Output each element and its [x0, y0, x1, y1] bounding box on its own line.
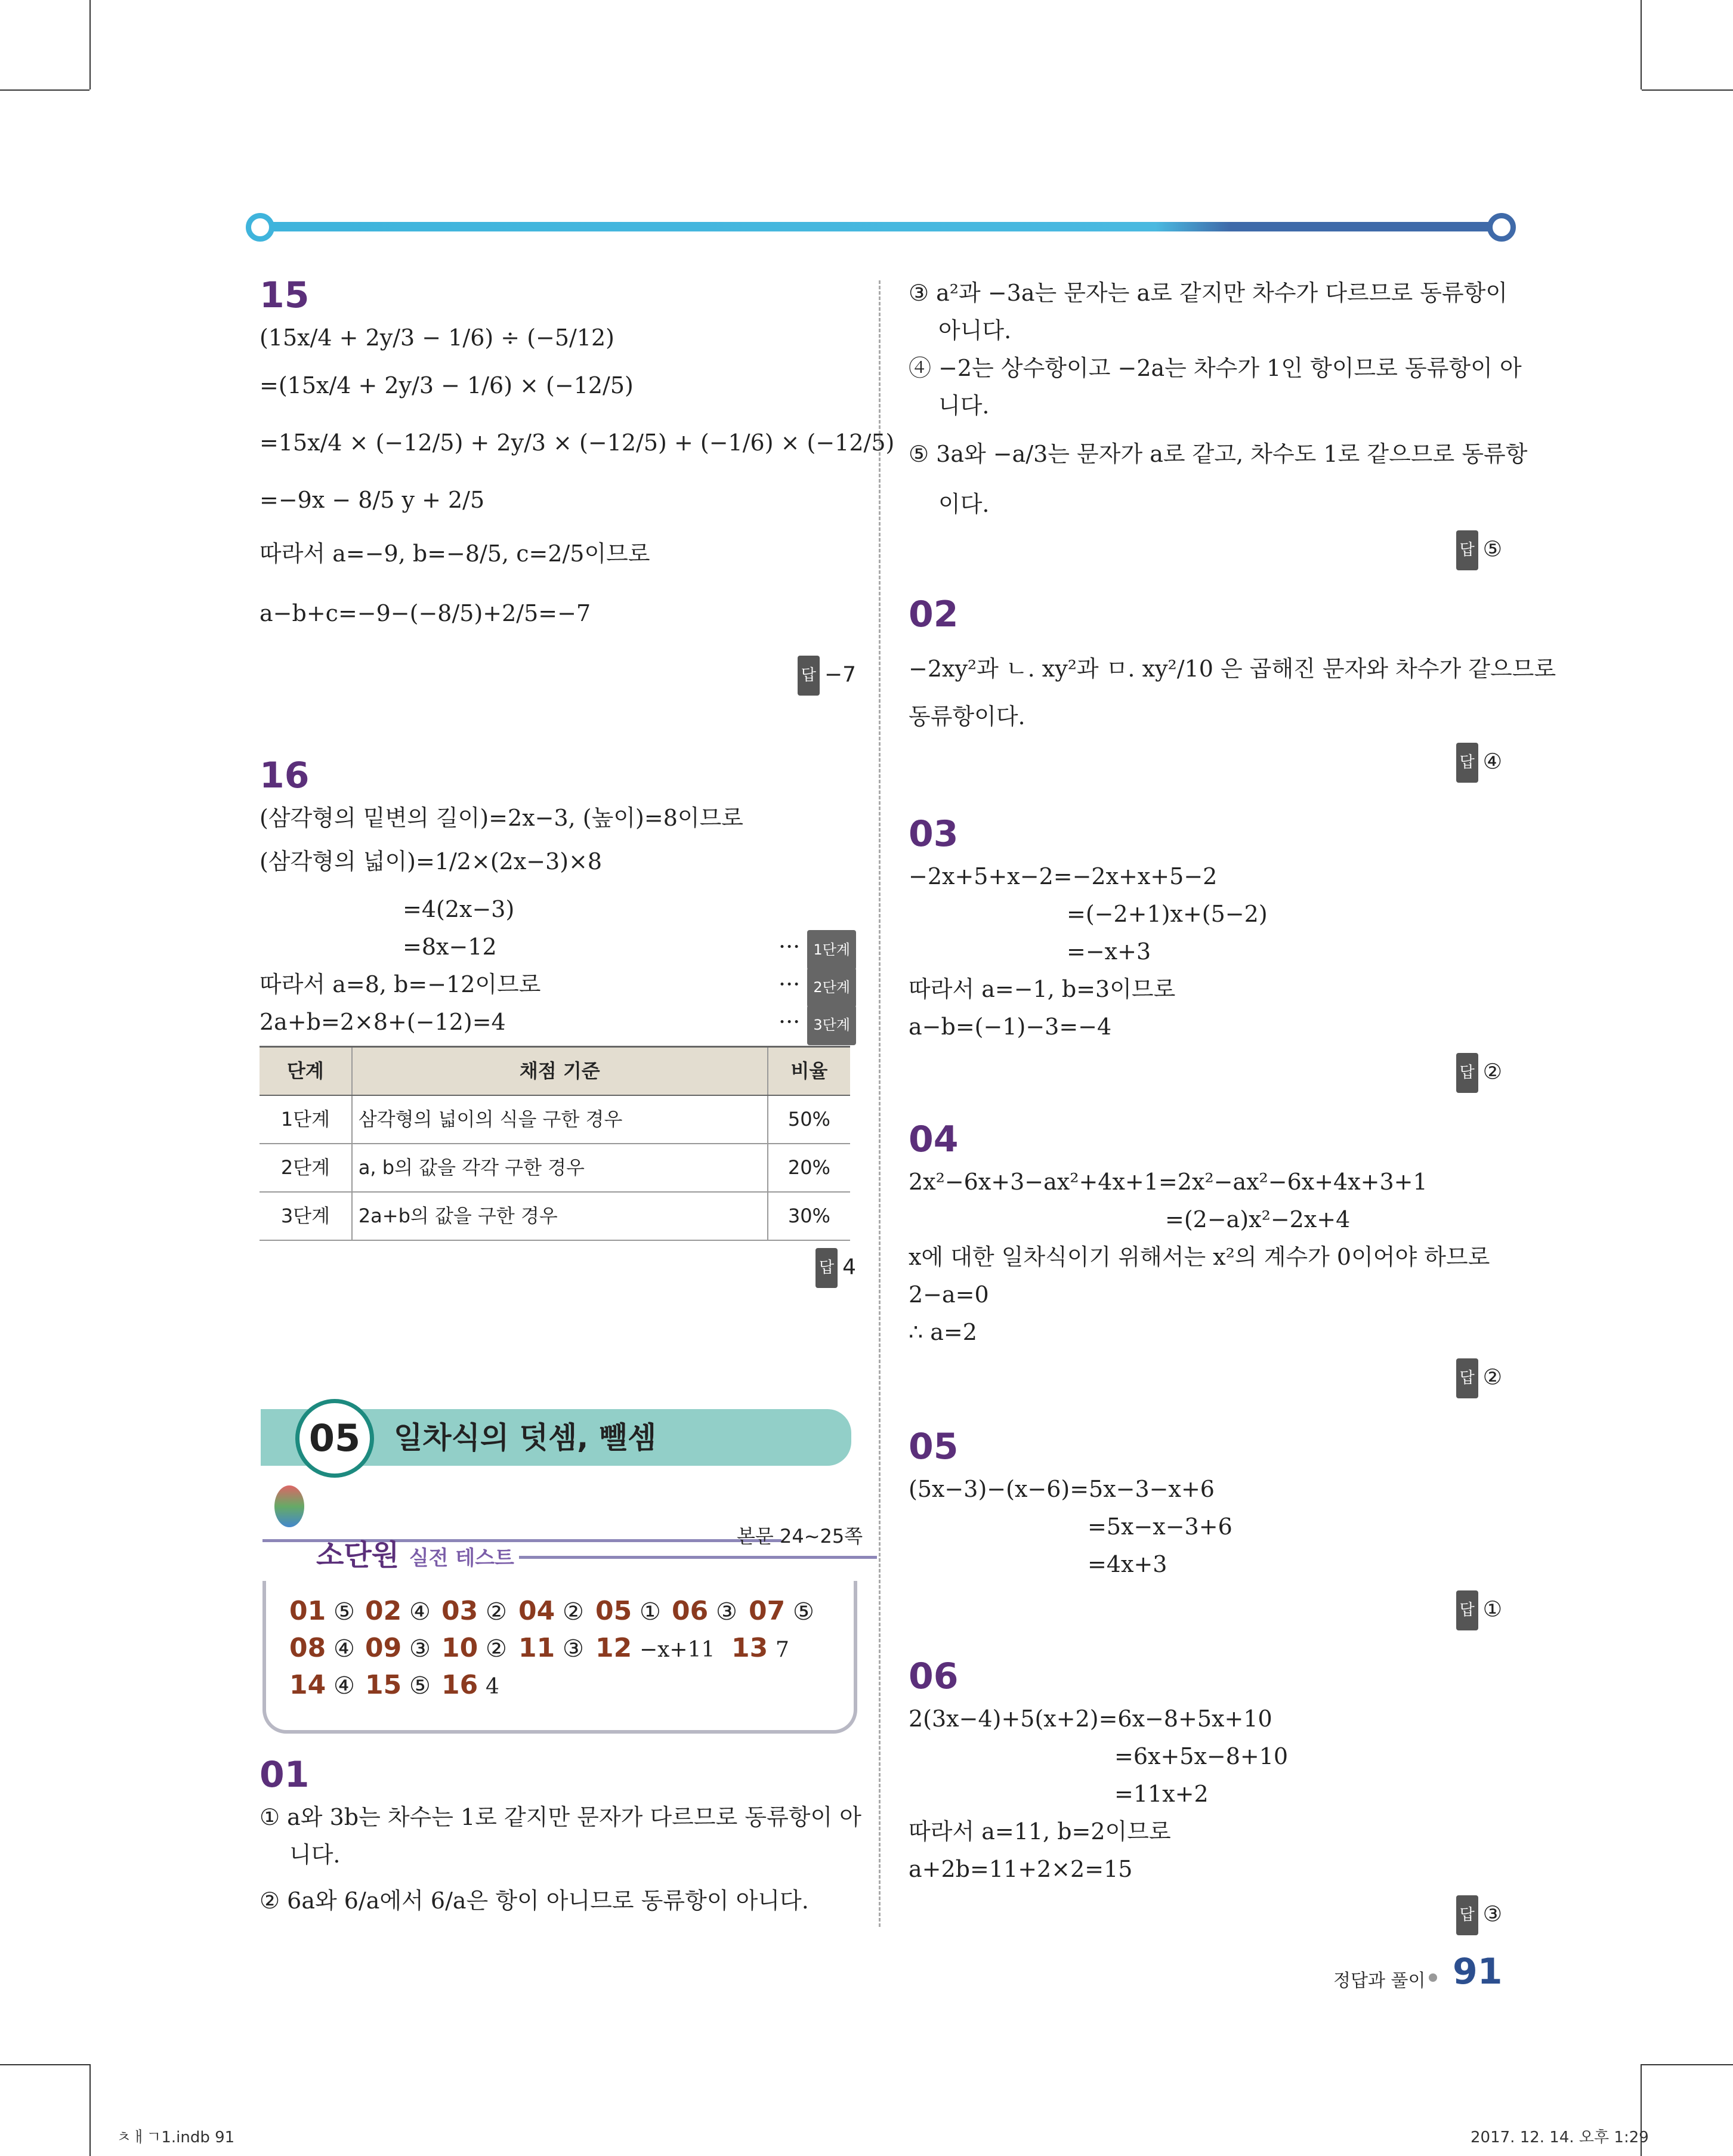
- q-num: 05: [595, 1596, 632, 1626]
- problem-number: 16: [260, 755, 310, 796]
- quick-answer: [441, 1633, 507, 1663]
- solution-line: ④ −2는 상수항이고 −2a는 차수가 1인 항이므로 동류항이 아: [909, 355, 1522, 381]
- table-header: 비율: [768, 1047, 850, 1096]
- table-cell: 3단계: [260, 1192, 352, 1240]
- solution-line: 아니다.: [938, 317, 1012, 344]
- quick-answer: [289, 1670, 355, 1700]
- crop-mark: [0, 2064, 89, 2065]
- q-ans: ⑤: [792, 1598, 814, 1626]
- answer-label: 답: [798, 656, 820, 696]
- quick-answer: [441, 1670, 499, 1700]
- problem-number: 06: [909, 1655, 959, 1697]
- solution-line: ③ a²과 −3a는 문자는 a로 같지만 차수가 다르므로 동류항이: [909, 280, 1508, 306]
- solution-line: 동류항이다.: [909, 703, 1025, 730]
- quick-answer: [518, 1596, 584, 1626]
- solution-line: =4x+3: [1088, 1551, 1167, 1577]
- answer: [260, 1248, 856, 1288]
- solution-line: a−b=(−1)−3=−4: [909, 1014, 1112, 1040]
- crop-mark: [0, 89, 89, 91]
- subheader-title-main: 소단원: [316, 1539, 400, 1572]
- quick-answer: [749, 1596, 814, 1626]
- solution-line: ⑤ 3a와 −a/3는 문자가 a로 같고, 차수도 1로 같으므로 동류항: [909, 441, 1528, 467]
- answer-label: 답: [1456, 743, 1478, 783]
- answer: [260, 656, 856, 696]
- header-bar-left-dot: [246, 213, 274, 242]
- solution-line: 니다.: [289, 1842, 341, 1868]
- solution-line: ② 6a와 6/a에서 6/a은 항이 아니므로 동류항이 아니다.: [260, 1888, 809, 1914]
- q-ans: −x+11: [639, 1638, 715, 1662]
- solution-line: a−b+c=−9−(−8/5)+2/5=−7: [260, 600, 591, 626]
- quick-answer: [595, 1596, 661, 1626]
- right-column-03: [909, 810, 1502, 1093]
- quick-answer: [365, 1596, 431, 1626]
- right-column: [909, 274, 1528, 570]
- solution-line: ① a와 3b는 차수는 1로 같지만 문자가 다르므로 동류항이 아: [260, 1804, 861, 1830]
- problem-number: 05: [909, 1426, 959, 1468]
- quick-answer: [672, 1596, 737, 1626]
- problem-number: 02: [909, 594, 959, 635]
- table-cell: 30%: [768, 1192, 850, 1240]
- answer-label: 답: [1456, 1895, 1478, 1935]
- answer: [909, 1053, 1502, 1093]
- q-ans: ③: [715, 1598, 737, 1626]
- solution-line: 따라서 a=−1, b=3이므로: [909, 976, 1176, 1002]
- answer-value: ②: [1482, 1060, 1502, 1085]
- quick-answer: [595, 1633, 715, 1663]
- q-num: 03: [441, 1596, 478, 1626]
- solution-text: 따라서 a=8, b=−12이므로: [260, 971, 541, 997]
- right-column-06: [909, 1652, 1502, 1935]
- solution-line: (삼각형의 밑변의 길이)=2x−3, (높이)=8이므로: [260, 805, 744, 831]
- solution-line: 2(3x−4)+5(x+2)=6x−8+5x+10: [909, 1706, 1272, 1732]
- column-divider: [879, 280, 881, 1927]
- answer: [909, 530, 1502, 570]
- table-cell: 20%: [768, 1144, 850, 1192]
- header-bar-right-dot: [1487, 213, 1516, 242]
- q-ans: ③: [409, 1635, 431, 1663]
- answer-label: 답: [1456, 1358, 1478, 1398]
- solution-line: [260, 928, 856, 966]
- q-num: 12: [595, 1633, 632, 1663]
- step-badge: 1단계: [807, 930, 856, 970]
- solution-line: =4(2x−3): [403, 896, 515, 922]
- section-number-badge: 05: [295, 1399, 374, 1478]
- solution-line: (삼각형의 넓이)=1/2×(2x−3)×8: [260, 848, 603, 875]
- table-cell: 50%: [768, 1095, 850, 1144]
- solution-line: 2−a=0: [909, 1281, 989, 1308]
- solution-line: 따라서 a=−9, b=−8/5, c=2/5이므로: [260, 540, 650, 567]
- quick-answer: [441, 1596, 507, 1626]
- table-row: [260, 1144, 850, 1192]
- subheader-title-sub: 실전 테스트: [409, 1546, 514, 1570]
- solution-line: =6x+5x−8+10: [1114, 1743, 1289, 1769]
- table-header: 단계: [260, 1047, 352, 1096]
- grading-table: [260, 1046, 850, 1241]
- solution-line: x에 대한 일차식이기 위해서는 x²의 계수가 0이어야 하므로: [909, 1244, 1490, 1270]
- footer-dot: [1429, 1973, 1437, 1982]
- table-header: 채점 기준: [352, 1047, 768, 1096]
- answer-value: ③: [1482, 1902, 1502, 1927]
- q-num: 06: [672, 1596, 709, 1626]
- solution-line: −2x+5+x−2=−2x+x+5−2: [909, 863, 1218, 889]
- q-num: 16: [441, 1670, 478, 1700]
- solution-line: [260, 1003, 856, 1041]
- answer-label: 답: [815, 1248, 838, 1288]
- quick-answer: [518, 1633, 584, 1663]
- step-badge: 2단계: [807, 968, 856, 1008]
- answer: [909, 1358, 1502, 1398]
- q-num: 15: [365, 1670, 402, 1700]
- answer: [909, 743, 1502, 783]
- solution-line: a+2b=11+2×2=15: [909, 1856, 1133, 1882]
- answer-value: −7: [824, 662, 856, 687]
- quick-answer: [289, 1633, 355, 1663]
- table-cell: 1단계: [260, 1095, 352, 1144]
- solution-line: −2xy²과 ㄴ. xy²과 ㅁ. xy²/10 은 곱해진 문자와 차수가 같으므로: [909, 656, 1556, 682]
- balloon-icon: [274, 1485, 304, 1527]
- file-name: ㅊㅐㄱ1.indb 91: [116, 2129, 235, 2146]
- dots: ···: [779, 1009, 801, 1035]
- print-timestamp: 2017. 12. 14. 오후 1:29: [1471, 2129, 1649, 2146]
- quick-answer: [365, 1633, 431, 1663]
- solution-line: ∴ a=2: [909, 1319, 977, 1345]
- table-cell: 2a+b의 값을 구한 경우: [352, 1192, 768, 1240]
- page-number: 91: [1453, 1951, 1503, 1993]
- dots: ···: [779, 934, 801, 960]
- q-ans: ④: [409, 1598, 431, 1626]
- solution-line: =5x−x−3+6: [1088, 1513, 1232, 1540]
- solution-text: 2a+b=2×8+(−12)=4: [260, 1009, 506, 1035]
- answer-value: ②: [1482, 1365, 1502, 1390]
- left-column-16: [260, 752, 856, 1288]
- q-num: 09: [365, 1633, 402, 1663]
- q-ans: ④: [333, 1635, 355, 1663]
- solution-line: [260, 966, 856, 1003]
- q-ans: ⑤: [333, 1598, 355, 1626]
- q-ans: ②: [485, 1635, 507, 1663]
- solution-line: 니다.: [938, 393, 990, 419]
- q-num: 10: [441, 1633, 478, 1663]
- q-ans: 7: [775, 1638, 789, 1662]
- table-row: [260, 1192, 850, 1240]
- solution-line: =11x+2: [1114, 1781, 1209, 1807]
- q-ans: ②: [485, 1598, 507, 1626]
- section-title: 일차식의 덧셈, 뺄셈: [394, 1420, 657, 1455]
- right-column-02: [909, 591, 1556, 783]
- answer: [909, 1895, 1502, 1935]
- solution-line: =(−2+1)x+(5−2): [1067, 901, 1268, 927]
- dots: ···: [779, 971, 801, 997]
- page-reference: 본문 24~25쪽: [737, 1525, 863, 1547]
- answer-value: ⑤: [1482, 537, 1502, 562]
- solution-line: =(15x/4 + 2y/3 − 1/6) × (−12/5): [260, 372, 634, 399]
- left-column-01: [260, 1751, 861, 1930]
- q-num: 02: [365, 1596, 402, 1626]
- q-ans: 4: [485, 1675, 499, 1699]
- crop-mark: [1641, 0, 1642, 89]
- q-ans: ④: [333, 1672, 355, 1700]
- answer-value: 4: [842, 1255, 856, 1280]
- subheader-line-right: [519, 1556, 877, 1559]
- q-ans: ②: [562, 1598, 584, 1626]
- q-num: 08: [289, 1633, 326, 1663]
- solution-line: =(2−a)x²−2x+4: [1165, 1206, 1351, 1233]
- quick-answer: [365, 1670, 431, 1700]
- solution-text: =8x−12: [403, 934, 497, 960]
- q-num: 07: [749, 1596, 786, 1626]
- q-num: 04: [518, 1596, 555, 1626]
- crop-mark: [1642, 89, 1733, 91]
- table-row: [260, 1095, 850, 1144]
- answer-value: ①: [1482, 1597, 1502, 1622]
- solution-line: (15x/4 + 2y/3 − 1/6) ÷ (−5/12): [260, 325, 615, 351]
- quick-answer: [731, 1633, 789, 1663]
- q-ans: ①: [639, 1598, 661, 1626]
- q-num: 13: [731, 1633, 768, 1663]
- q-ans: ③: [562, 1635, 584, 1663]
- right-column-04: [909, 1116, 1502, 1398]
- q-ans: ⑤: [409, 1672, 431, 1700]
- subheader-title: [316, 1532, 514, 1573]
- answer-label: 답: [1456, 530, 1478, 570]
- table-cell: 삼각형의 넓이의 식을 구한 경우: [352, 1095, 768, 1144]
- crop-mark: [89, 2064, 91, 2156]
- solution-line: 이다.: [938, 491, 990, 517]
- answer-label: 답: [1456, 1590, 1478, 1630]
- answer-value: ④: [1482, 749, 1502, 774]
- step-badge: 3단계: [807, 1005, 856, 1045]
- q-num: 01: [289, 1596, 326, 1626]
- solution-line: =−9x − 8/5 y + 2/5: [260, 487, 485, 513]
- answer-label: 답: [1456, 1053, 1478, 1093]
- quick-answer: [289, 1596, 355, 1626]
- solution-line: =−x+3: [1067, 938, 1151, 965]
- crop-mark: [1642, 2064, 1733, 2065]
- solution-line: 2x²−6x+3−ax²+4x+1=2x²−ax²−6x+4x+3+1: [909, 1169, 1428, 1195]
- footer-label: 정답과 풀이: [1333, 1970, 1426, 1991]
- left-column: [260, 271, 895, 696]
- answer: [909, 1590, 1502, 1630]
- q-num: 11: [518, 1633, 555, 1663]
- solution-line: 따라서 a=11, b=2이므로: [909, 1818, 1171, 1845]
- problem-number: 15: [260, 274, 310, 316]
- table-cell: a, b의 값을 각각 구한 경우: [352, 1144, 768, 1192]
- q-num: 14: [289, 1670, 326, 1700]
- solution-line: =15x/4 × (−12/5) + 2y/3 × (−12/5) + (−1/6) × (−12/5): [260, 430, 895, 456]
- header-bar: [258, 222, 1505, 231]
- solution-line: (5x−3)−(x−6)=5x−3−x+6: [909, 1476, 1215, 1502]
- problem-number: 01: [260, 1754, 310, 1796]
- table-cell: 2단계: [260, 1144, 352, 1192]
- right-column-05: [909, 1423, 1502, 1630]
- crop-mark: [89, 0, 91, 89]
- problem-number: 03: [909, 813, 959, 855]
- problem-number: 04: [909, 1119, 959, 1160]
